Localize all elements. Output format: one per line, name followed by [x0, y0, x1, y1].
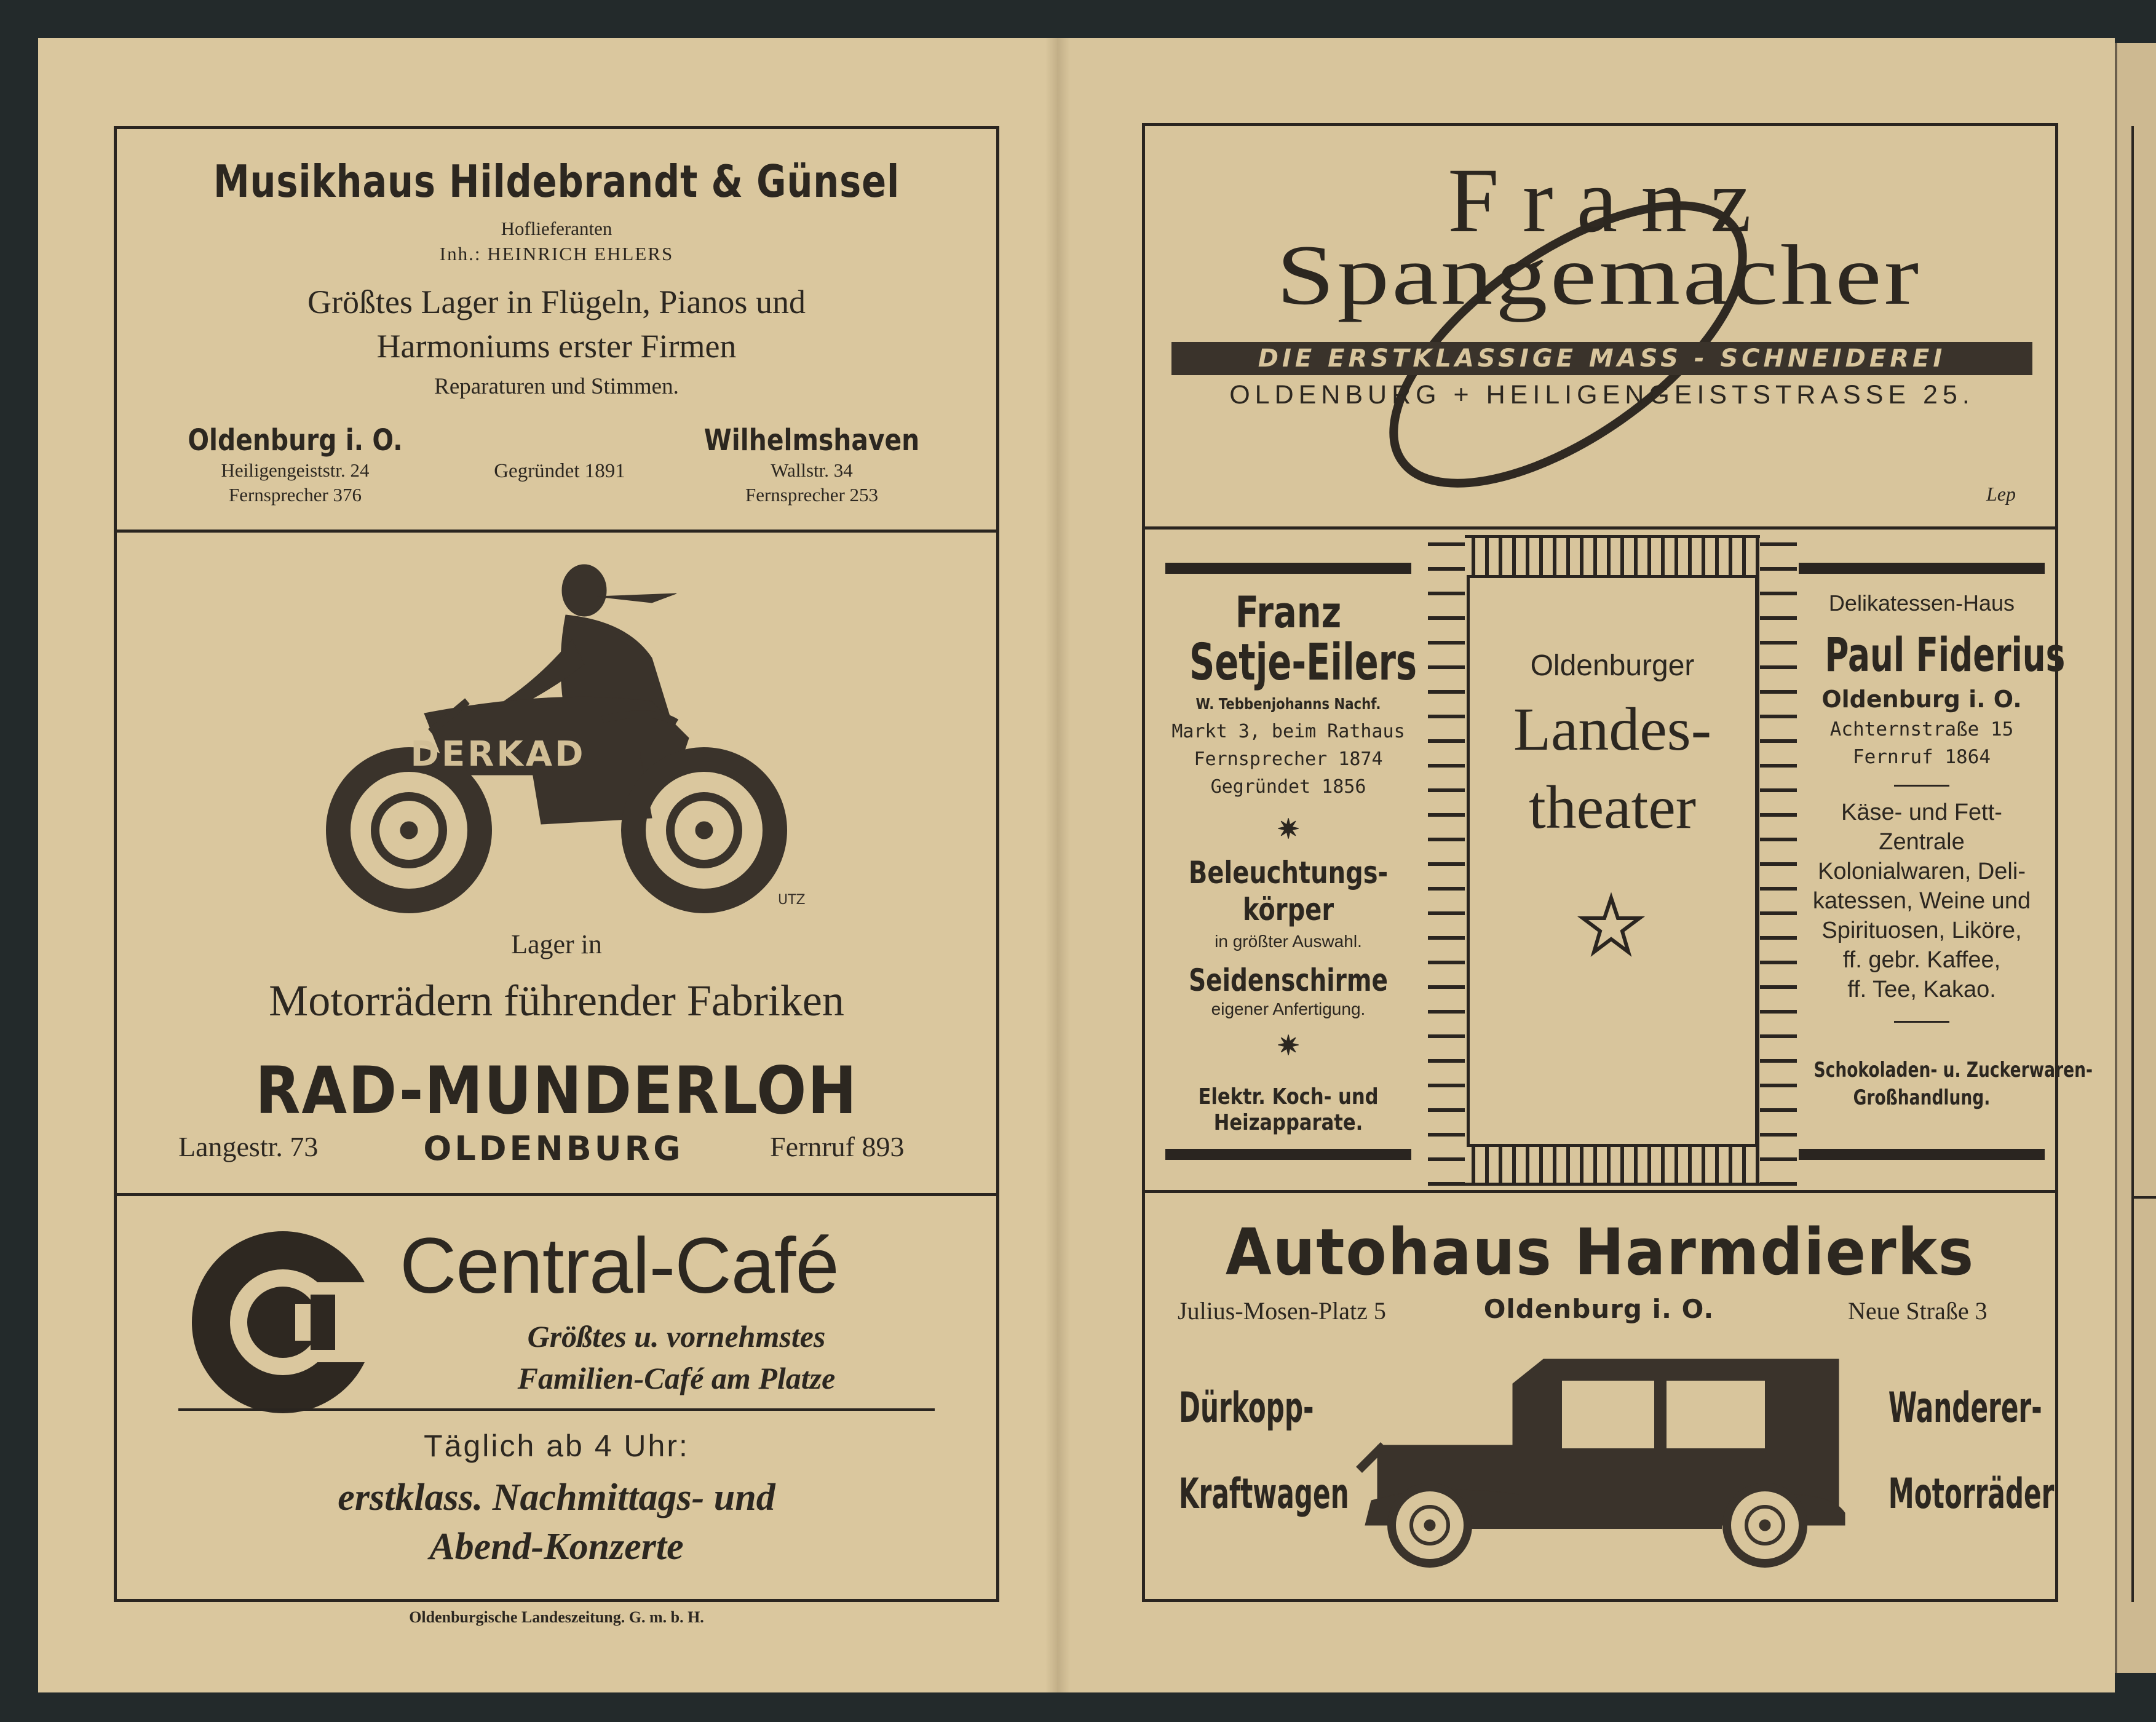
right-divider-2	[1142, 1190, 2058, 1193]
fiderius-line8: Schokoladen- u. Zuckerwaren-	[1813, 1058, 2093, 1082]
central-cafe-tagline-2: Familien-Café am Platze	[517, 1361, 836, 1395]
setje-item3-line1: Elektr. Koch- und	[1198, 1084, 1379, 1109]
car-illustration	[1359, 1347, 1845, 1574]
next-page-edge	[2115, 43, 2156, 1673]
setje-item3-line2: Heizapparate.	[1213, 1110, 1363, 1135]
autohaus-left-line1: Dürkopp-	[1179, 1384, 1314, 1432]
motorcycle-brand: DERKAD	[410, 734, 586, 774]
fiderius-phone: Fernruf 1864	[1853, 746, 1991, 768]
right-divider-1	[1142, 526, 2058, 530]
fiderius-line9: Großhandlung.	[1853, 1085, 1991, 1110]
setje-asterisk-1: ✷	[1277, 814, 1300, 845]
setje-bottom-rule	[1165, 1149, 1411, 1160]
rad-city: OLDENBURG	[423, 1129, 684, 1168]
next-page-frame-edge	[2131, 126, 2134, 1602]
setje-asterisk-2: ✷	[1277, 1030, 1300, 1061]
central-cafe-tagline-1: Größtes u. vornehmstes	[527, 1319, 826, 1354]
spangemacher-banner: DIE ERSTKLASSIGE MASS - SCHNEIDEREI	[1171, 342, 2032, 375]
star-icon	[1580, 895, 1642, 956]
autohaus-right-line1: Wanderer-	[1888, 1384, 2042, 1432]
fiderius-address: Achternstraße 15	[1829, 718, 2014, 740]
musikhaus-city2-phone: Fernsprecher 253	[745, 484, 879, 506]
left-divider-1	[114, 530, 999, 533]
fiderius-short-rule-2	[1894, 1021, 1949, 1023]
next-page-rule	[2131, 1196, 2156, 1199]
theater-line3: theater	[1528, 773, 1697, 841]
spangemacher-address: OLDENBURG + HEILIGENGEISTSTRASSE 25.	[1229, 380, 1975, 410]
rad-line2: Motorrädern führender Fabriken	[269, 976, 844, 1025]
central-cafe-concerts-2: Abend-Konzerte	[429, 1526, 684, 1568]
fiderius-line6: ff. gebr. Kaffee,	[1842, 947, 2001, 973]
central-cafe-concerts-1: erstklass. Nachmittags- und	[338, 1477, 775, 1518]
fiderius-line5: Spirituosen, Liköre,	[1821, 918, 2022, 943]
setje-top-rule	[1165, 563, 1411, 574]
fiderius-city: Oldenburg i. O.	[1821, 686, 2022, 713]
rad-name: RAD-MUNDERLOH	[255, 1053, 858, 1129]
musikhaus-owner: Inh.: HEINRICH EHLERS	[439, 243, 674, 264]
printer-imprint: Oldenburgische Landeszeitung. G. m. b. H.	[409, 1608, 704, 1626]
central-cafe-daily: Täglich ab 4 Uhr:	[424, 1429, 689, 1463]
musikhaus-name: Musikhaus Hildebrandt & Günsel	[213, 156, 900, 207]
fiderius-top: Delikatessen-Haus	[1828, 590, 2015, 616]
spangemacher-last-name: Spangemacher	[1276, 228, 1922, 323]
fiderius-bottom-rule	[1799, 1149, 2045, 1160]
spangemacher-signature: Lep	[1986, 483, 2016, 505]
musikhaus-founded: Gegründet 1891	[494, 460, 625, 482]
setje-first-name: Franz	[1235, 587, 1342, 638]
setje-item1-desc: in größter Auswahl.	[1215, 932, 1362, 951]
autohaus-name: Autohaus Harmdierks	[1225, 1215, 1975, 1290]
theater-line2: Landes-	[1513, 695, 1712, 763]
setje-item2-desc: eigener Anfertigung.	[1211, 999, 1366, 1018]
fiderius-line4: katessen, Weine und	[1812, 888, 2031, 914]
musikhaus-city2-addr: Wallstr. 34	[771, 459, 853, 481]
autohaus-address-1: Julius-Mosen-Platz 5	[1178, 1297, 1386, 1325]
musikhaus-city1: Oldenburg i. O.	[188, 423, 403, 458]
autohaus-left-line2: Kraftwagen	[1179, 1470, 1349, 1518]
musikhaus-city2: Wilhelmshaven	[703, 423, 920, 458]
musikhaus-city1-phone: Fernsprecher 376	[228, 484, 362, 506]
autohaus-address-2: Neue Straße 3	[1848, 1297, 1988, 1325]
illustrator-signature: UTZ	[778, 892, 806, 908]
musikhaus-line1: Größtes Lager in Flügeln, Pianos und	[307, 284, 806, 320]
left-divider-2	[114, 1193, 999, 1196]
autohaus-right-line2: Motorräder	[1888, 1470, 2055, 1518]
musikhaus-line2: Harmoniums erster Firmen	[376, 328, 737, 365]
setje-item1-title-b: körper	[1242, 892, 1334, 927]
fiderius-line7: ff. Tee, Kakao.	[1847, 977, 1996, 1002]
setje-item2-title: Seidenschirme	[1189, 962, 1388, 998]
setje-item1-title-a: Beleuchtungs-	[1188, 855, 1389, 891]
setje-founded: Gegründet 1856	[1210, 776, 1366, 798]
book-gutter	[1045, 38, 1070, 1692]
spangemacher-first-name: Franz	[1448, 149, 1775, 252]
setje-phone: Fernsprecher 1874	[1194, 748, 1383, 770]
autohaus-city: Oldenburg i. O.	[1483, 1294, 1714, 1324]
fiderius-line1: Käse- und Fett-	[1841, 800, 2002, 825]
musikhaus-subtitle: Hoflieferanten	[501, 218, 612, 239]
musikhaus-line3: Reparaturen und Stimmen.	[434, 374, 679, 399]
setje-last-name: Setje-Eilers	[1189, 633, 1417, 692]
setje-address: Markt 3, beim Rathaus	[1171, 721, 1405, 742]
musikhaus-city1-addr: Heiligengeiststr. 24	[221, 459, 370, 481]
rad-line1: Lager in	[511, 929, 602, 959]
rad-phone: Fernruf 893	[770, 1131, 905, 1162]
central-cafe-logo	[181, 1221, 384, 1424]
setje-successor: W. Tebbenjohanns Nachf.	[1195, 695, 1381, 713]
theater-line1: Oldenburger	[1530, 649, 1695, 682]
rad-address: Langestr. 73	[178, 1131, 319, 1162]
motorcycle-illustration	[307, 554, 812, 922]
fiderius-top-rule	[1799, 563, 2045, 574]
fiderius-line2: Zentrale	[1879, 829, 1965, 855]
fiderius-name: Paul Fiderius	[1825, 627, 2066, 682]
central-cafe-name: Central-Café	[400, 1222, 839, 1310]
central-cafe-rule	[178, 1408, 935, 1411]
fiderius-line3: Kolonialwaren, Deli-	[1818, 859, 2026, 884]
fiderius-short-rule	[1894, 785, 1949, 787]
